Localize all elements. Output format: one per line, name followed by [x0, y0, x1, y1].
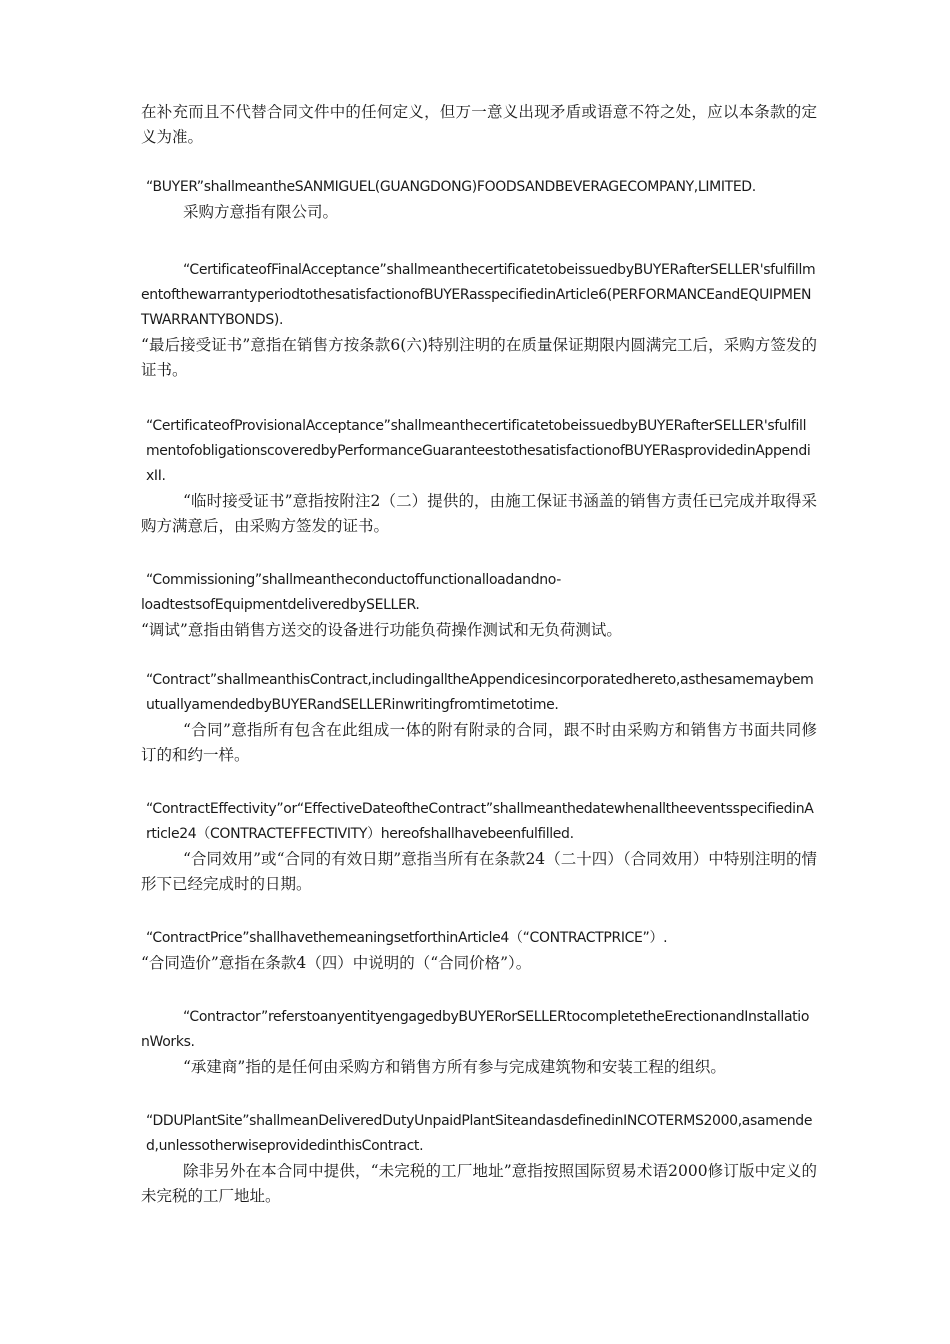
definition-contractor-en: “Contractor”referstoanyentityengagedbyBUYERorSELLERtocompletetheErectionandInstallationWorks.: [141, 1009, 810, 1050]
spacer: [141, 897, 817, 922]
definition-contract-effectivity-zh: “合同效用”或“合同的有效日期”意指当所有在条款24（二十四）（合同效用）中特别注明的情形下已经完成时的日期。: [141, 850, 817, 893]
definition-contract-price-zh: “合同造价”意指在条款4（四）中说明的（“合同价格”）。: [141, 954, 532, 972]
definition-commissioning-zh: “调试”意指由销售方送交的设备进行功能负荷操作测试和无负荷测试。: [141, 621, 622, 639]
definition-contract-price-en: “ContractPrice”shallhavethemeaningsetforthinArticle4（“CONTRACTPRICE”）.: [146, 930, 668, 946]
spacer: [141, 383, 817, 408]
definition-buyer-zh: 采购方意指有限公司。: [183, 203, 339, 221]
definition-contractor-zh: “承建商”指的是任何由采购方和销售方所有参与完成建筑物和安装工程的组织。: [183, 1058, 726, 1076]
spacer: [141, 1080, 817, 1105]
spacer: [141, 643, 817, 668]
definition-ddu-plant-site-en: “DDUPlantSite”shallmeanDeliveredDutyUnpaidPlantSiteandasdefinedinINCOTERMS2000,asamended,unlessotherwiseprovidedinthisContract.: [146, 1113, 813, 1154]
spacer: [141, 768, 817, 793]
definition-provisional-acceptance-zh: “临时接受证书”意指按附注2（二）提供的，由施工保证书涵盖的销售方责任已完成并取得采购方满意后，由采购方签发的证书。: [141, 492, 817, 535]
spacer: [141, 976, 817, 1001]
spacer: [141, 225, 817, 250]
document-page: [141, 100, 817, 1209]
definition-contract-zh: “合同”意指所有包含在此组成一体的附有附录的合同，跟不时由采购方和销售方书面共同修订的和约一样。: [141, 721, 817, 764]
definition-provisional-acceptance-en: “CertificateofProvisionalAcceptance”shallmeanthecertificatetobeissuedbyBUYERafterSELLER'sfulfillmentofobligationscoveredbyPerformanceGuaranteestothesatisfactionofBUYERasprovidedinAppendixII.: [146, 418, 811, 484]
definition-commissioning-en-line1: “Commissioning”shallmeantheconductoffunctionalloadandno-: [146, 572, 561, 588]
spacer: [141, 539, 817, 564]
intro-paragraph: 在补充而且不代替合同文件中的任何定义，但万一意义出现矛盾或语意不符之处，应以本条款的定义为准。: [141, 103, 817, 146]
definition-buyer-en: “BUYER”shallmeantheSANMIGUEL(GUANGDONG)FOODSANDBEVERAGECOMPANY,LIMITED.: [146, 179, 756, 195]
spacer: [141, 150, 817, 175]
definition-contract-effectivity-en: “ContractEffectivity”or“EffectiveDateoftheContract”shallmeanthedatewhenalltheeventsspecifiedinArticle24（CONTRACTEFFECTIVITY）hereofshallhavebeenfulfilled.: [146, 801, 814, 842]
definition-final-acceptance-zh: “最后接受证书”意指在销售方按条款6(六)特别注明的在质量保证期限内圆满完工后，采购方签发的证书。: [141, 336, 817, 379]
definition-final-acceptance-en: “CertificateofFinalAcceptance”shallmeanthecertificatetobeissuedbyBUYERafterSELLER'sfulfillmentofthewarrantyperiodtothesatisfactionofBUYERasspecifiedinArticle6(PERFORMANCEandEQUIPMENTWARRANTYBONDS).: [141, 262, 816, 328]
definition-contract-en: “Contract”shallmeanthisContract,includingalltheAppendicesincorporatedhereto,asthesamemaybemutuallyamendedbyBUYERandSELLERinwritingfromtimetotime.: [146, 672, 814, 713]
definition-commissioning-en-line2: loadtestsofEquipmentdeliveredbySELLER.: [141, 597, 420, 613]
definition-ddu-plant-site-zh: 除非另外在本合同中提供，“未完税的工厂地址”意指按照国际贸易术语2000修订版中定义的未完税的工厂地址。: [141, 1162, 817, 1205]
